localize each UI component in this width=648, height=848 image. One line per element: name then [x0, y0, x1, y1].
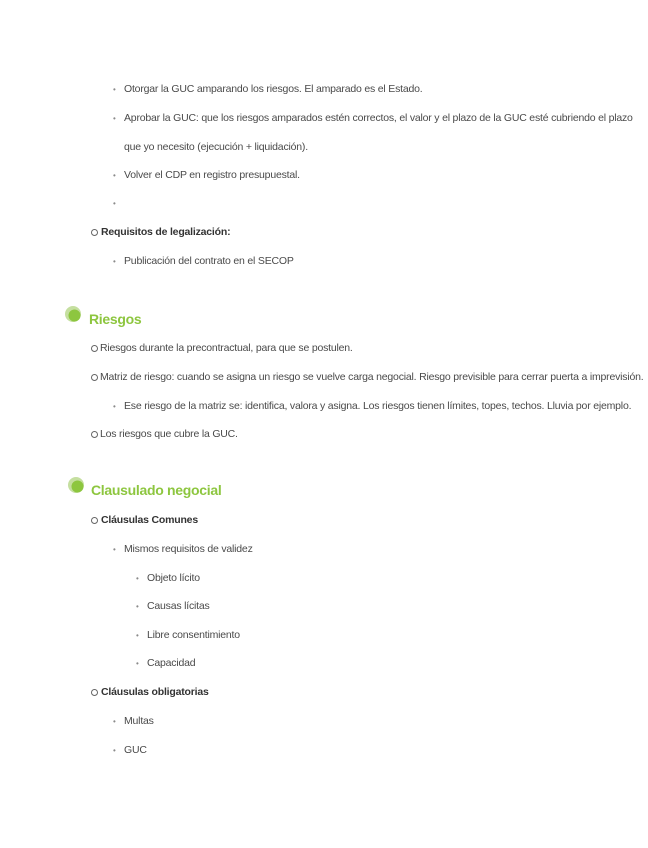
circle-bullet-icon: [91, 431, 98, 438]
list-item: Objeto lícito: [147, 572, 200, 584]
bullet-icon: •: [113, 85, 116, 94]
green-circle-icon: [64, 305, 82, 323]
bullet-icon: •: [113, 114, 116, 123]
bullet-icon: •: [113, 717, 116, 726]
bullet-icon: •: [113, 257, 116, 266]
bullet-icon: •: [113, 746, 116, 755]
list-item: Riesgos durante la precontractual, para que se postulen.: [100, 342, 353, 354]
circle-bullet-icon: [91, 689, 98, 696]
section-title-riesgos: Riesgos: [89, 311, 142, 327]
bullet-icon: •: [113, 199, 116, 208]
circle-bullet-icon: [91, 229, 98, 236]
bullet-icon: •: [136, 602, 139, 611]
bullet-icon: •: [113, 171, 116, 180]
bullet-icon: •: [113, 545, 116, 554]
comunes-heading: Cláusulas Comunes: [101, 514, 198, 526]
bullet-icon: •: [136, 659, 139, 668]
list-item: Aprobar la GUC: que los riesgos amparados estén correctos, el valor y el plazo de la GUC esté cubriendo el plazo: [124, 112, 633, 124]
circle-bullet-icon: [91, 345, 98, 352]
list-item: Matriz de riesgo: cuando se asigna un riesgo se vuelve carga negocial. Riesgo previsible para cerrar puerta a imprevisión.: [100, 371, 644, 383]
list-item-continuation: que yo necesito (ejecución + liquidación).: [124, 141, 308, 153]
list-item: Los riesgos que cubre la GUC.: [100, 428, 238, 440]
green-circle-icon: [67, 476, 85, 494]
bullet-icon: •: [136, 574, 139, 583]
bullet-icon: •: [113, 402, 116, 411]
circle-bullet-icon: [91, 517, 98, 524]
list-item: Mismos requisitos de validez: [124, 543, 253, 555]
list-item: Publicación del contrato en el SECOP: [124, 255, 294, 267]
list-item: Libre consentimiento: [147, 629, 240, 641]
list-item: Capacidad: [147, 657, 196, 669]
circle-bullet-icon: [91, 374, 98, 381]
bullet-icon: •: [136, 631, 139, 640]
list-item: Multas: [124, 715, 154, 727]
section-title-clausulado: Clausulado negocial: [91, 482, 222, 498]
list-item: Causas lícitas: [147, 600, 210, 612]
list-item: Volver el CDP en registro presupuestal.: [124, 169, 300, 181]
oblig-heading: Cláusulas obligatorias: [101, 686, 209, 698]
list-item: Ese riesgo de la matriz se: identifica, valora y asigna. Los riesgos tienen límites, topes, techos. Lluvia por ejemplo.: [124, 400, 632, 412]
list-item: GUC: [124, 744, 147, 756]
list-item: Otorgar la GUC amparando los riesgos. El amparado es el Estado.: [124, 83, 423, 95]
legal-heading: Requisitos de legalización:: [101, 226, 231, 238]
